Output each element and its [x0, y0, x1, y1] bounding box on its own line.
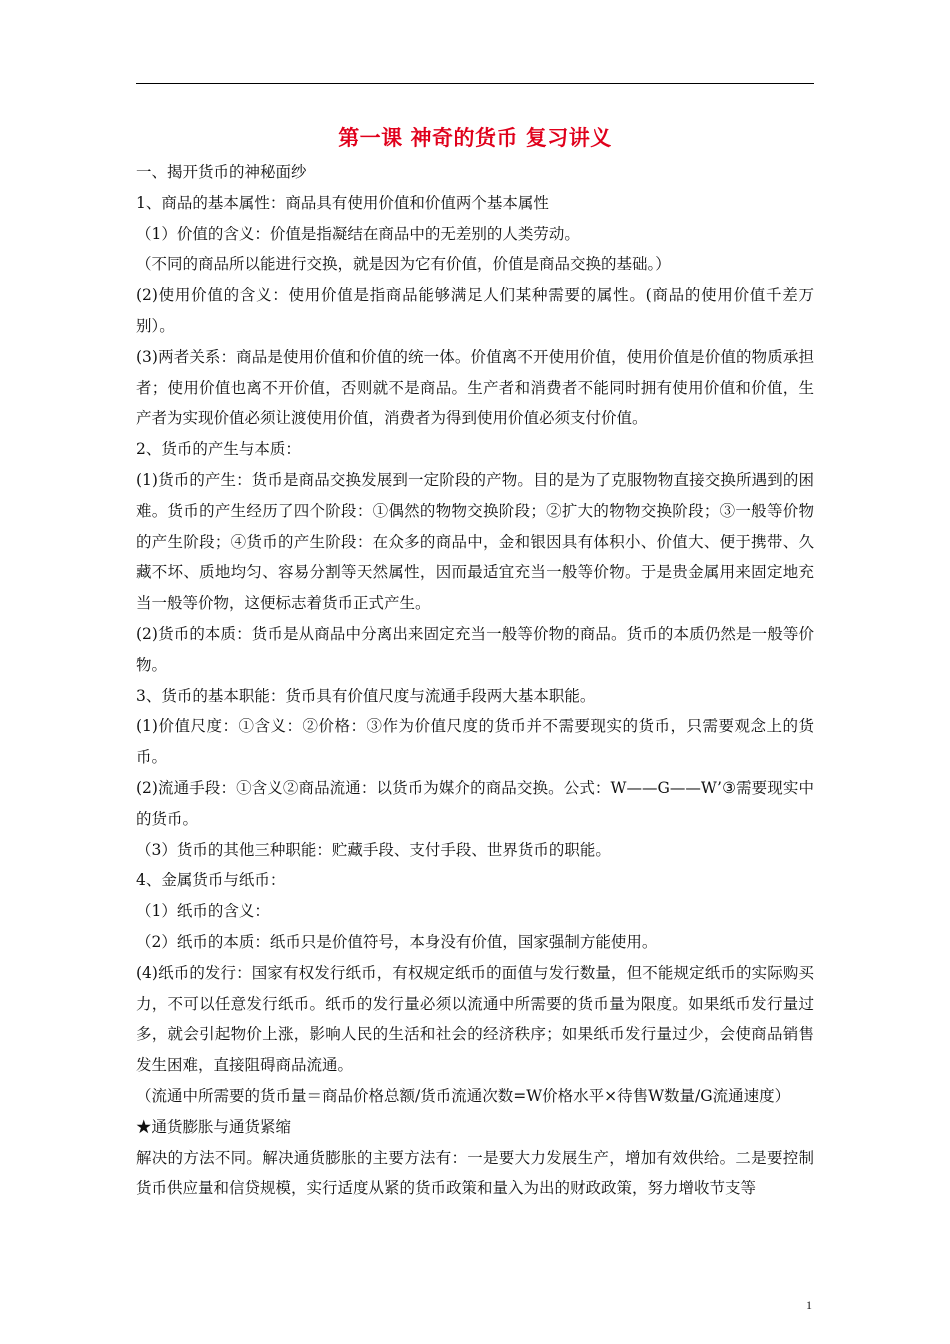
- paragraph: (4)纸币的发行：国家有权发行纸币，有权规定纸币的面值与发行数量，但不能规定纸币的实际购买力，不可以任意发行纸币。纸币的发行量必须以流通中所需要的货币量为限度。如果纸币发行量过多，就会引起物价上涨，影响人民的生活和社会的经济秩序；如果纸币发行量过少，会使商品销售发生困难，直接阻碍商品流通。: [136, 963, 814, 1075]
- paragraph: (2)流通手段：①含义②商品流通：以货币为媒介的商品交换。公式：W——G——W’③需要现实中的货币。: [136, 778, 814, 828]
- page-number: 1: [806, 1298, 812, 1312]
- header-rule: [136, 83, 814, 84]
- paragraph: （3）货币的其他三种职能：贮藏手段、支付手段、世界货币的职能。: [136, 840, 611, 859]
- section-heading: 2、货币的产生与本质：: [136, 440, 301, 459]
- paragraph: （1）价值的含义：价值是指凝结在商品中的无差别的人类劳动。: [136, 224, 580, 243]
- paragraph: 1、商品的基本属性：商品具有使用价值和价值两个基本属性: [136, 193, 549, 212]
- paragraph: （不同的商品所以能进行交换，就是因为它有价值，价值是商品交换的基础。）: [136, 255, 671, 274]
- star-heading: ★通货膨胀与通货紧缩: [136, 1117, 292, 1136]
- section-heading: 4、金属货币与纸币：: [136, 871, 286, 890]
- paragraph: （2）纸币的本质：纸币只是价值符号，本身没有价值，国家强制方能使用。: [136, 932, 658, 951]
- paragraph: (2)货币的本质：货币是从商品中分离出来固定充当一般等价物的商品。货币的本质仍然是一般等价物。: [136, 624, 814, 674]
- paragraph: （1）纸币的含义：: [136, 902, 270, 921]
- document-title: 第一课 神奇的货币 复习讲义: [338, 126, 612, 150]
- paragraph: (3)两者关系：商品是使用价值和价值的统一体。价值离不开使用价值，使用价值是价值的物质承担者；使用价值也离不开价值，否则就不是商品。生产者和消费者不能同时拥有使用价值和价值，生产者为实现价值必须让渡使用价值，消费者为得到使用价值必须支付价值。: [136, 347, 814, 428]
- paragraph: (1)货币的产生：货币是商品交换发展到一定阶段的产物。目的是为了克服物物直接交换所遇到的困难。货币的产生经历了四个阶段：①偶然的物物交换阶段；②扩大的物物交换阶段；③一般等价物的产生阶段；④货币的产生阶段：在众多的商品中，金和银因具有体积小、价值大、便于携带、久藏不坏、质地均匀、容易分割等天然属性，因而最适宜充当一般等价物。于是贵金属用来固定地充当一般等价物，这便标志着货币正式产生。: [136, 470, 814, 613]
- document-body: [136, 157, 814, 1204]
- paragraph: (1)价值尺度：①含义：②价格：③作为价值尺度的货币并不需要现实的货币，只需要观念上的货币。: [136, 717, 814, 767]
- paragraph: (2)使用价值的含义：使用价值是指商品能够满足人们某种需要的属性。(商品的使用价值千差万别）。: [136, 286, 814, 335]
- section-heading: 一、揭开货币的神秘面纱: [136, 163, 307, 181]
- paragraph: 解决的方法不同。解决通货膨胀的主要方法有：一是要大力发展生产，增加有效供给。二是要控制货币供应量和信贷规模，实行适度从紧的货币政策和量入为出的财政政策，努力增收节支等: [136, 1148, 814, 1198]
- paragraph: （流通中所需要的货币量＝商品价格总额/货币流通次数=W价格水平×待售W数量/G流通速度）: [136, 1086, 791, 1105]
- section-heading: 3、货币的基本职能：货币具有价值尺度与流通手段两大基本职能。: [136, 686, 596, 705]
